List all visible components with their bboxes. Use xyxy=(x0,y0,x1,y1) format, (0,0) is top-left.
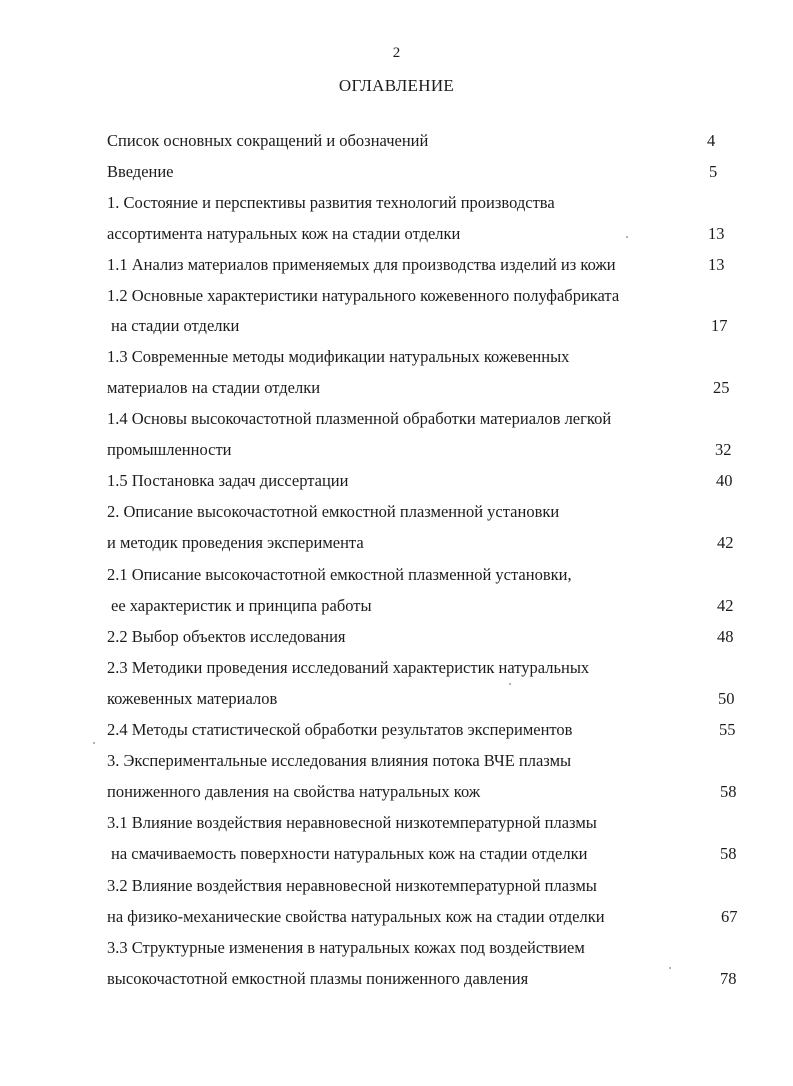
toc-entry-line: 1.3 Современные методы модификации натуральных кожевенных xyxy=(107,347,570,366)
toc-entry-line: Список основных сокращений и обозначений xyxy=(107,131,429,150)
toc-entry-line: высокочастотной емкостной плазмы пониженного давления xyxy=(107,969,529,988)
toc-page-number: 58 xyxy=(720,782,737,801)
toc-entry-line: 2.4 Методы статистической обработки результатов экспериментов xyxy=(107,720,573,739)
toc-entry-line: 1.4 Основы высокочастотной плазменной обработки материалов легкой xyxy=(107,409,612,428)
toc-page-number: 42 xyxy=(717,596,734,615)
toc-entry-line: 1.1 Анализ материалов применяемых для производства изделий из кожи xyxy=(107,255,616,274)
page-number: 2 xyxy=(392,45,401,61)
toc-entry-line: 2.2 Выбор объектов исследования xyxy=(107,627,346,646)
toc-entry-line: на физико-механические свойства натуральных кож на стадии отделки xyxy=(107,907,605,926)
scan-speck xyxy=(626,236,628,238)
toc-entry-line: на стадии отделки xyxy=(111,316,240,335)
toc-entry-line: на смачиваемость поверхности натуральных кож на стадии отделки xyxy=(111,844,588,863)
toc-entry-line: Введение xyxy=(107,162,174,181)
toc-entry-line: 3.3 Структурные изменения в натуральных кожах под воздействием xyxy=(107,938,585,957)
toc-entry-line: 3.2 Влияние воздействия неравновесной низкотемпературной плазмы xyxy=(107,876,597,895)
toc-page-number: 58 xyxy=(720,844,737,863)
scan-speck xyxy=(509,683,511,685)
toc-entry-line: 2.1 Описание высокочастотной емкостной плазменной установки, xyxy=(107,565,572,584)
toc-page-number: 42 xyxy=(717,533,734,552)
toc-entry-line: промышленности xyxy=(107,440,232,459)
toc-entry-line: и методик проведения эксперимента xyxy=(107,533,364,552)
toc-entry-line: кожевенных материалов xyxy=(107,689,278,708)
toc-entry-line: ассортимента натуральных кож на стадии отделки xyxy=(107,224,461,243)
toc-page-number: 67 xyxy=(721,907,738,926)
toc-entry-line: 3.1 Влияние воздействия неравновесной низкотемпературной плазмы xyxy=(107,813,597,832)
toc-page-number: 25 xyxy=(713,378,730,397)
toc-page-number: 13 xyxy=(708,224,725,243)
toc-page-number: 78 xyxy=(720,969,737,988)
toc-page-number: 32 xyxy=(715,440,732,459)
toc-entry-line: 2. Описание высокочастотной емкостной плазменной установки xyxy=(107,502,560,521)
toc-entry-line: пониженного давления на свойства натуральных кож xyxy=(107,782,481,801)
toc-page-number: 4 xyxy=(707,131,716,150)
page-title: ОГЛАВЛЕНИЕ xyxy=(338,76,455,95)
toc-entry-line: 1.2 Основные характеристики натурального кожевенного полуфабриката xyxy=(107,286,620,305)
toc-entry-line: 3. Экспериментальные исследования влияния потока ВЧЕ плазмы xyxy=(107,751,572,770)
toc-page-number: 17 xyxy=(711,316,728,335)
toc-entry-line: 1.5 Постановка задач диссертации xyxy=(107,471,349,490)
scan-speck xyxy=(669,967,671,969)
toc-page-number: 5 xyxy=(709,162,718,181)
toc-page-number: 55 xyxy=(719,720,736,739)
toc-page-number: 13 xyxy=(708,255,725,274)
toc-page-number: 40 xyxy=(716,471,733,490)
toc-entry-line: 1. Состояние и перспективы развития технологий производства xyxy=(107,193,555,212)
toc-entry-line: материалов на стадии отделки xyxy=(107,378,321,397)
toc-entry-line: ее характеристик и принципа работы xyxy=(111,596,372,615)
toc-entry-line: 2.3 Методики проведения исследований характеристик натуральных xyxy=(107,658,590,677)
toc-page-number: 48 xyxy=(717,627,734,646)
scan-speck xyxy=(93,742,95,744)
toc-page-number: 50 xyxy=(718,689,735,708)
